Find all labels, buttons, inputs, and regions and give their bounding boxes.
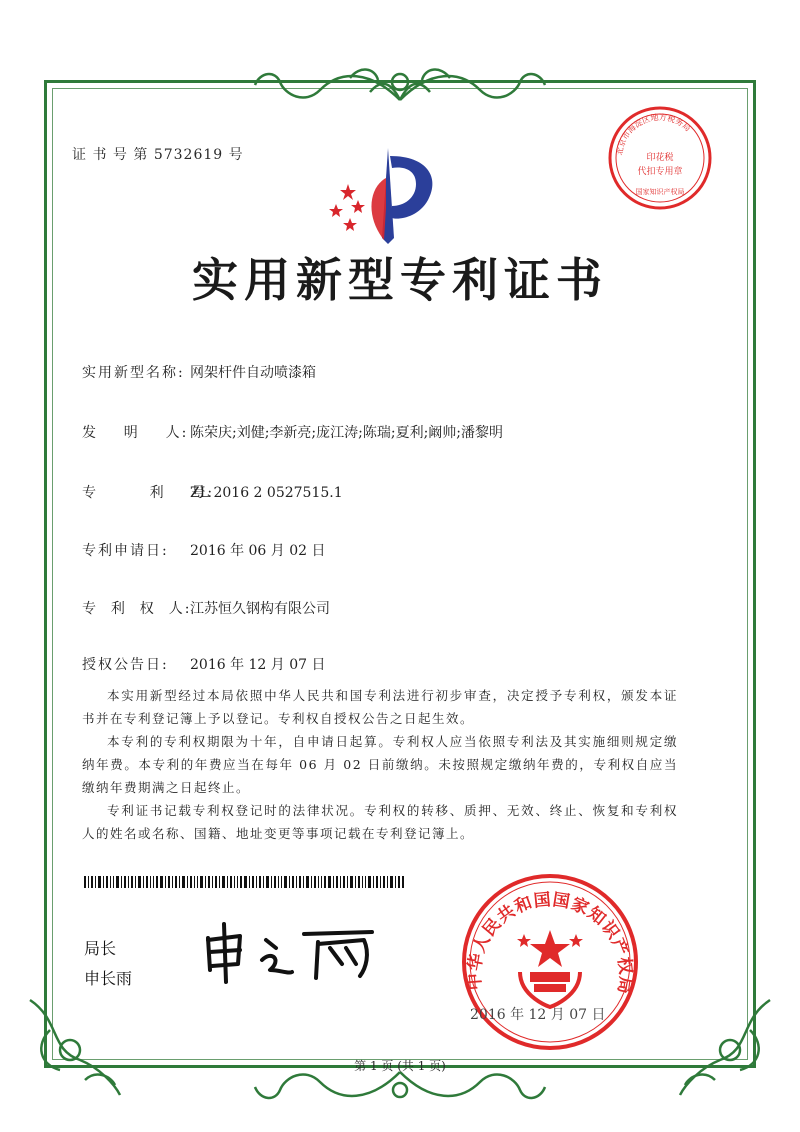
top-ornament-icon: [250, 60, 550, 110]
national-ip-office-seal: [460, 872, 640, 1052]
field-label: 授权公告日:: [82, 657, 169, 673]
field-value: ZL 2016 2 0527515.1: [190, 485, 343, 501]
corner-ornament-icon: [20, 990, 130, 1100]
tax-stamp-seal: [606, 104, 714, 212]
page-title: 实用新型专利证书: [192, 253, 608, 307]
director-title: 局长: [84, 939, 117, 958]
field-value: 网架杆件自动喷漆箱: [190, 365, 316, 381]
field-value: 2016 年 06 月 02 日: [190, 543, 326, 559]
field-label: 实用新型名称:: [82, 365, 185, 381]
director-signature-icon: [200, 920, 380, 984]
certificate-number-value: 5732619: [153, 147, 224, 163]
field-value: 江苏恒久钢构有限公司: [190, 601, 330, 617]
field-label: 专 利 权 人:: [82, 601, 192, 617]
field-grant-date: [82, 654, 326, 674]
page-indicator: 第 1 页 (共 1 页): [354, 1059, 446, 1073]
field-label: 发 明 人:: [82, 425, 189, 441]
seal-date: 2016 年 12 月 07 日: [470, 1007, 606, 1023]
field-value: 2016 年 12 月 07 日: [190, 657, 326, 673]
paragraph-term-notice: 本专利的专利权期限为十年，自申请日起算。专利权人应当依照专利法及其实施细则规定缴纳年费。本专利的年费应当在每年 06 月 02 日前缴纳。未按照规定缴纳年费的，专利权自应当缴纳年费期满之日起终止。: [82, 734, 678, 795]
director-name: 申长雨: [84, 969, 133, 988]
corner-ornament-icon: [670, 990, 780, 1100]
paragraph-legal-status: 专利证书记载专利权登记时的法律状况。专利权的转移、质押、无效、终止、恢复和专利权人的姓名或名称、国籍、地址变更等事项记载在专利登记簿上。: [82, 803, 678, 841]
certificate-number-suffix: 号: [228, 147, 244, 163]
field-patentee: [82, 598, 330, 618]
barcode-icon: [84, 876, 404, 888]
field-label: 专利申请日:: [82, 543, 169, 559]
field-value: 陈荣庆;刘健;李新亮;庞江涛;陈瑞;夏利;阚帅;潘黎明: [190, 425, 504, 441]
field-application-date: [82, 540, 326, 560]
certificate-number: [72, 144, 244, 164]
svg-text:北京市海淀区地方税务局: 北京市海淀区地方税务局: [614, 112, 693, 156]
field-utility-model-name: [82, 362, 316, 382]
paragraph-grant-notice: 本实用新型经过本局依照中华人民共和国专利法进行初步审查，决定授予专利权，颁发本证书并在专利登记簿上予以登记。专利权自授权公告之日起生效。: [82, 688, 678, 726]
certificate-number-label: 证 书 号 第: [72, 147, 149, 163]
field-inventors: [82, 422, 503, 442]
svg-text:代扣专用章: 代扣专用章: [637, 167, 683, 177]
svg-text:印花税: 印花税: [646, 153, 674, 163]
svg-text:国家知识产权局: 国家知识产权局: [635, 188, 685, 196]
svg-text:中华人民共和国国家知识产权局: 中华人民共和国国家知识产权局: [464, 889, 636, 996]
field-patent-number: [82, 482, 343, 502]
patent-office-logo-icon: [328, 148, 448, 248]
field-label: 专 利 号:: [82, 485, 215, 501]
